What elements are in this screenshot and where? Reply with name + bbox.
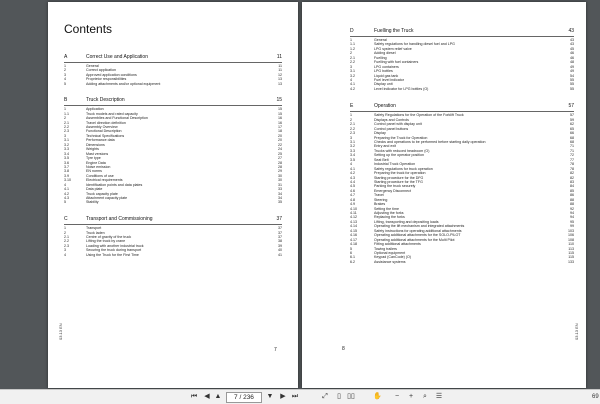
entry-number: 4	[350, 77, 352, 82]
entry-number: 2	[64, 68, 66, 73]
two-page-icon[interactable]: ▯▯	[347, 393, 355, 400]
entry-number: 1	[350, 113, 352, 118]
entry-number: 4.9	[350, 202, 355, 207]
entry-page: 38	[278, 239, 282, 244]
page-number: 7	[274, 347, 277, 353]
entry-title: Parking the truck securely	[374, 184, 416, 189]
entry-number: 3.4	[64, 151, 69, 156]
page-right	[302, 2, 586, 388]
entry-number: 4.7	[350, 193, 355, 198]
entry-title: Checks and operations to be performed before starting daily operation	[374, 140, 486, 145]
entry-page: 62	[570, 122, 574, 127]
section-letter: D	[350, 28, 354, 34]
scroll-up-icon[interactable]: ▲	[214, 393, 222, 400]
entry-page: 11	[278, 64, 282, 68]
entry-page: 108	[568, 237, 574, 242]
entry-number: 4.17	[350, 237, 357, 242]
entry-page: 133	[568, 259, 574, 264]
entry-page: 22	[278, 142, 282, 147]
entry-page: 37	[278, 230, 282, 235]
entry-number: 3.4	[350, 153, 355, 158]
entry-page: 35	[278, 200, 282, 205]
entry-page: 82	[570, 175, 574, 180]
entry-page: 25	[278, 151, 282, 156]
entry-page: 24	[278, 147, 282, 152]
entry-page: 27	[278, 156, 282, 161]
entry-page: 82	[570, 171, 574, 176]
entry-number: 4.5	[350, 184, 355, 189]
entry-page: 94	[570, 211, 574, 216]
entry-number: 3.10	[64, 178, 71, 183]
entry-title: Displays and Controls	[374, 117, 409, 122]
entry-number: 1	[64, 226, 66, 231]
entry-number: 3.5	[350, 157, 355, 162]
entry-title: Dimensions	[86, 142, 105, 147]
entry-title: Tyre type	[86, 156, 101, 161]
entry-number: 4.13	[350, 219, 357, 224]
entry-number: 1.2	[350, 46, 355, 51]
entry-number: 1	[64, 64, 66, 68]
entry-number: 2.2	[350, 126, 355, 131]
entry-page: 106	[568, 233, 574, 238]
entry-title: Loading with another industrial truck	[86, 243, 144, 248]
entry-page: 115	[568, 250, 574, 255]
entry-title: Assemblies and Functional Description	[86, 116, 148, 121]
section-heading	[350, 28, 574, 35]
section-heading	[350, 103, 574, 110]
entry-title: Transport	[86, 226, 102, 231]
section-rule	[64, 105, 282, 106]
entry-number: 2.2	[64, 125, 69, 129]
entry-title: Steering	[374, 197, 388, 202]
entry-page: 49	[570, 69, 574, 74]
entry-number: 3	[350, 64, 352, 69]
entry-page: 86	[570, 193, 574, 198]
search-icon[interactable]: ⌕	[423, 393, 427, 400]
page-left	[48, 2, 298, 388]
entry-title: Fuelling with fuel containers	[374, 60, 419, 65]
entry-title: Attachment capacity plate	[86, 196, 128, 200]
entry-page: 54	[570, 73, 574, 78]
entry-title: Using the Truck for the First Time	[86, 252, 139, 257]
entry-title: Operating the lift mechanism and integrated attachments	[374, 224, 465, 229]
entry-number: 4.1	[350, 82, 355, 87]
section-letter: C	[64, 216, 68, 223]
entry-page: 68	[570, 135, 574, 140]
entry-number: 1.1	[350, 42, 355, 47]
entry-page: 95	[570, 219, 574, 224]
entry-page: 16	[278, 116, 282, 121]
entry-title: Travel	[374, 193, 384, 198]
entry-number: 4.2	[350, 171, 355, 176]
entry-title: EN norms	[86, 169, 102, 174]
entry-page: 34	[278, 196, 282, 200]
section-page: 11	[276, 54, 282, 60]
toc-entry[interactable]	[350, 87, 574, 91]
entry-title: Fuelling	[374, 55, 387, 60]
section-title: Transport and Commissioning	[86, 216, 153, 223]
entry-number: 3	[64, 248, 66, 253]
toc-entry[interactable]	[350, 260, 574, 264]
viewer-toolbar	[0, 389, 600, 404]
entry-title: Seat Belt	[374, 157, 389, 162]
entry-number: 3.2	[64, 142, 69, 147]
entry-page: 28	[278, 160, 282, 165]
entry-title: LPG system relief valve	[374, 46, 412, 51]
entry-page: 103	[568, 228, 574, 233]
entry-number: 5	[64, 200, 66, 205]
entry-page: 55	[570, 82, 574, 87]
side-label: 03.13 EN	[574, 323, 579, 340]
entry-number: 2	[64, 116, 66, 121]
entry-title: Liquid gas tank	[374, 73, 399, 78]
fit-page-icon[interactable]: ⤢	[322, 393, 328, 400]
entry-number: 2	[350, 51, 352, 56]
toc-list	[64, 226, 282, 257]
entry-page: 110	[568, 242, 574, 247]
section-rule	[350, 111, 574, 112]
entry-number: 2	[350, 117, 352, 122]
entry-number: 4.4	[350, 179, 355, 184]
entry-title: Proprietor responsibilities	[86, 77, 127, 82]
entry-number: 1	[350, 38, 352, 42]
entry-title: Replacing the forks	[374, 215, 405, 220]
entry-number: 1	[64, 107, 66, 112]
entry-number: 4.10	[350, 206, 357, 211]
entry-title: Identification points and data plates	[86, 182, 143, 187]
entry-number: 2.1	[64, 235, 69, 240]
entry-title: Preparing the truck for operation	[374, 171, 426, 176]
page-title: Contents	[64, 22, 113, 36]
entry-number: 4.11	[350, 211, 357, 216]
entry-page: 92	[570, 206, 574, 211]
entry-title: Stability	[86, 200, 99, 205]
entry-page: 12	[278, 72, 282, 77]
entry-page: 99	[570, 224, 574, 229]
toc-list	[350, 113, 574, 264]
entry-title: Adding attachments and/or optional equipment	[86, 81, 161, 86]
entry-page: 83	[570, 179, 574, 184]
entry-title: Brakes	[374, 202, 386, 207]
entry-title: Fitting additional attachments	[374, 242, 421, 247]
entry-page: 13	[278, 77, 282, 82]
entry-number: 4.6	[350, 188, 355, 193]
entry-title: Industrial Truck Operation	[374, 162, 416, 167]
entry-number: 2.1	[64, 120, 69, 125]
entry-page: 94	[570, 215, 574, 220]
entry-title: Level indicator for LPG bottles (O)	[374, 86, 429, 91]
section-heading	[64, 54, 282, 61]
entry-title: General	[86, 64, 99, 68]
toc-list	[350, 38, 574, 91]
scroll-down-icon[interactable]: ▼	[266, 393, 274, 400]
section-letter: E	[350, 103, 354, 110]
entry-title: Optional equipment	[374, 250, 406, 255]
side-label: 03.13 EN	[58, 323, 63, 340]
zoom-in-icon[interactable]: +	[408, 393, 414, 400]
entry-title: Truck capacity plate	[86, 191, 118, 196]
entry-title: Centre of gravity of the truck	[86, 235, 132, 240]
section-title: Fuelling the Truck	[374, 28, 414, 34]
entry-number: 4.1	[64, 187, 69, 192]
section-rule	[64, 224, 282, 225]
entry-number: 2.1	[350, 122, 355, 127]
section-page: 57	[568, 103, 574, 110]
entry-title: Adding diesel	[374, 51, 396, 56]
entry-page: 30	[278, 173, 282, 178]
entry-page: 77	[570, 157, 574, 162]
entry-page: 66	[570, 131, 574, 136]
entry-number: 5	[350, 246, 352, 251]
section-page: 37	[276, 216, 282, 223]
entry-number: 3.6	[64, 160, 69, 165]
entry-page: 78	[570, 166, 574, 171]
entry-page: 20	[278, 138, 282, 143]
toc-entry[interactable]	[64, 253, 282, 257]
entry-page: 68	[570, 140, 574, 145]
entry-number: 4.18	[350, 242, 357, 247]
entry-number: 4.3	[64, 196, 69, 200]
entry-number: 3.9	[64, 173, 69, 178]
entry-page: 16	[278, 120, 282, 125]
entry-page: 33	[278, 187, 282, 192]
next-page-icon[interactable]: ▶	[280, 393, 286, 400]
entry-page: 57	[570, 113, 574, 118]
entry-title: Safety Regulations for the Operation of the Forklift Truck	[374, 113, 464, 118]
entry-number: 3.1	[64, 138, 69, 143]
hand-tool-icon[interactable]: ✋	[373, 393, 382, 400]
entry-title: Keypad (CanCode) (O)	[374, 255, 411, 260]
entry-page: 88	[570, 202, 574, 207]
zoom-out-icon[interactable]: −	[394, 393, 400, 400]
entry-page: 78	[570, 162, 574, 167]
entry-page: 55	[570, 86, 574, 91]
entry-title: Display	[374, 131, 386, 136]
entry-page: 43	[570, 38, 574, 42]
entry-number: 4.3	[350, 175, 355, 180]
entry-number: 4.8	[350, 197, 355, 202]
entry-title: Towing trailers	[374, 246, 397, 251]
section-heading	[64, 216, 282, 223]
entry-title: Application	[86, 107, 104, 112]
entry-title: Setting up the operator position	[374, 153, 424, 158]
entry-number: 4	[64, 182, 66, 187]
entry-page: 43	[570, 42, 574, 47]
page-number: 8	[342, 346, 345, 352]
section-letter: A	[64, 54, 68, 60]
entry-title: Emergency Disconnect	[374, 188, 411, 193]
entry-title: Travel direction definition	[86, 120, 126, 125]
entry-number: 4.2	[350, 86, 355, 91]
entry-number: 3.1	[350, 140, 355, 145]
entry-title: Adjusting the forks	[374, 211, 404, 216]
entry-title: Noise emission	[86, 164, 111, 169]
entry-title: Correct application	[86, 68, 116, 73]
entry-number: 4	[350, 162, 352, 167]
section-rule	[350, 36, 574, 37]
entry-title: Weights	[86, 147, 99, 152]
entry-title: General	[374, 38, 387, 42]
entry-page: 72	[570, 153, 574, 158]
entry-title: Control panel with display unit	[374, 122, 422, 127]
entry-page: 71	[570, 148, 574, 153]
entry-title: Fuel level indicator	[374, 77, 404, 82]
toc-list	[64, 107, 282, 205]
entry-number: 4.15	[350, 228, 357, 233]
entry-number: 3	[64, 72, 66, 77]
entry-number: 2.3	[64, 129, 69, 134]
entry-number: 3	[350, 135, 352, 140]
entry-page: 71	[570, 144, 574, 149]
entry-title: Preparing the Truck for Operation	[374, 135, 428, 140]
entry-number: 2.3	[64, 243, 69, 248]
entry-page: 55	[570, 77, 574, 82]
entry-number: 3.5	[64, 156, 69, 161]
entry-number: 5	[64, 81, 66, 86]
entry-title: Securing the truck during transport	[86, 248, 142, 253]
entry-title: Electrical requirements	[86, 178, 123, 183]
entry-page: 13	[278, 81, 282, 86]
entry-title: Starting procedure for the DFG	[374, 175, 424, 180]
entry-number: 3.8	[64, 169, 69, 174]
page-number-input[interactable]: 7 / 236	[226, 392, 262, 403]
entry-page: 48	[570, 60, 574, 65]
toc-entry[interactable]	[64, 200, 282, 204]
section-letter: B	[64, 97, 68, 104]
entry-page: 65	[570, 126, 574, 131]
entry-page: 31	[278, 182, 282, 187]
entry-number: 4	[64, 77, 66, 82]
section-title: Correct Use and Application	[86, 54, 148, 60]
entry-number: 6	[350, 250, 352, 255]
entry-number: 3.7	[64, 164, 69, 169]
entry-page: 34	[278, 191, 282, 196]
entry-title: Display unit	[374, 82, 393, 87]
entry-number: 4.12	[350, 215, 357, 220]
entry-page: 49	[570, 64, 574, 69]
entry-page: 20	[278, 133, 282, 138]
entry-number: 2.1	[350, 55, 355, 60]
entry-page: 84	[570, 184, 574, 189]
entry-page: 39	[278, 243, 282, 248]
entry-number: 6.1	[350, 255, 355, 260]
entry-title: Trucks with reduced headroom (O)	[374, 148, 430, 153]
entry-title: Lifting, transporting and depositing loads	[374, 219, 439, 224]
entry-title: Safety instructions for operating additional attachments	[374, 228, 462, 233]
entry-title: Assistance systems	[374, 259, 406, 264]
entry-number: 2.3	[350, 131, 355, 136]
entry-page: 30	[278, 178, 282, 183]
section-page: 15	[276, 97, 282, 104]
entry-page: 37	[278, 226, 282, 231]
entry-page: 46	[570, 55, 574, 60]
entry-page: 115	[568, 255, 574, 260]
entry-page: 85	[570, 188, 574, 193]
section-title: Truck Description	[86, 97, 125, 104]
entry-page: 41	[278, 252, 282, 257]
entry-title: Mast versions	[86, 151, 109, 156]
entry-title: Assembly Overview	[86, 125, 118, 129]
entry-title: Technical Specifications	[86, 133, 125, 138]
entry-title: Functional Description	[86, 129, 122, 134]
previous-page-icon[interactable]: ◀	[204, 393, 210, 400]
entry-title: LPG bottles	[374, 69, 393, 74]
entry-page: 113	[568, 246, 574, 251]
entry-page: 15	[278, 107, 282, 112]
entry-title: Operating additional attachments for the Multi Pilot	[374, 237, 455, 242]
entry-number: 3.1	[350, 69, 355, 74]
entry-number: 4.14	[350, 224, 357, 229]
zoom-level: 69	[592, 394, 599, 400]
entry-page: 46	[570, 51, 574, 56]
entry-title: Safety regulations for truck operation	[374, 166, 433, 171]
entry-page: 28	[278, 164, 282, 169]
entry-number: 4.16	[350, 233, 357, 238]
entry-title: Lifting the truck by crane	[86, 239, 126, 244]
toc-entry[interactable]	[64, 82, 282, 86]
entry-number: 4	[64, 252, 66, 257]
entry-page: 11	[278, 68, 282, 73]
entry-title: Setting the time	[374, 206, 399, 211]
entry-title: Truck models and rated capacity	[86, 111, 138, 116]
single-page-icon[interactable]: ▯	[337, 393, 341, 400]
section-rule	[64, 62, 282, 63]
entry-number: 1.1	[64, 111, 69, 116]
entry-title: Approved application conditions	[86, 72, 137, 77]
first-page-icon[interactable]: ⏮	[190, 393, 198, 400]
entry-page: 45	[570, 46, 574, 51]
toc-list	[64, 64, 282, 86]
entry-number: 3.2	[350, 144, 355, 149]
section-title: Operation	[374, 103, 396, 110]
entry-title: Performance data	[86, 138, 115, 143]
entry-number: 4.2	[64, 191, 69, 196]
entry-title: LPG containers	[374, 64, 399, 69]
entry-number: 3	[64, 133, 66, 138]
entry-page: 17	[278, 125, 282, 129]
entry-page: 15	[278, 111, 282, 116]
entry-number: 3.3	[64, 147, 69, 152]
section-page: 43	[568, 28, 574, 34]
entry-title: Entry and exit	[374, 144, 396, 149]
entry-number: 3.2	[350, 73, 355, 78]
section-heading	[64, 97, 282, 104]
entry-title: Truck laden	[86, 230, 105, 235]
entry-number: 2.2	[350, 60, 355, 65]
entry-number: 2	[64, 230, 66, 235]
entry-page: 40	[278, 248, 282, 253]
entry-title: Operating additional attachments for the SOLO-PILOT	[374, 233, 461, 238]
last-page-icon[interactable]: ⏭	[291, 393, 299, 400]
entry-title: Starting procedure for the TFG	[374, 179, 423, 184]
entry-title: Conditions of use	[86, 173, 114, 178]
entry-number: 4.1	[350, 166, 355, 171]
entry-page: 59	[570, 117, 574, 122]
entry-page: 18	[278, 129, 282, 134]
entry-title: Safety regulations for handling diesel fuel and LPG	[374, 42, 455, 47]
entry-page: 37	[278, 235, 282, 240]
entry-title: Control panel buttons	[374, 126, 409, 131]
entry-title: Data plate	[86, 187, 103, 192]
entry-page: 29	[278, 169, 282, 174]
menu-icon[interactable]: ☰	[435, 393, 443, 400]
entry-page: 88	[570, 197, 574, 202]
entry-number: 6.2	[350, 259, 355, 264]
entry-number: 2.2	[64, 239, 69, 244]
entry-title: Engine Data	[86, 160, 106, 165]
entry-number: 3.3	[350, 148, 355, 153]
